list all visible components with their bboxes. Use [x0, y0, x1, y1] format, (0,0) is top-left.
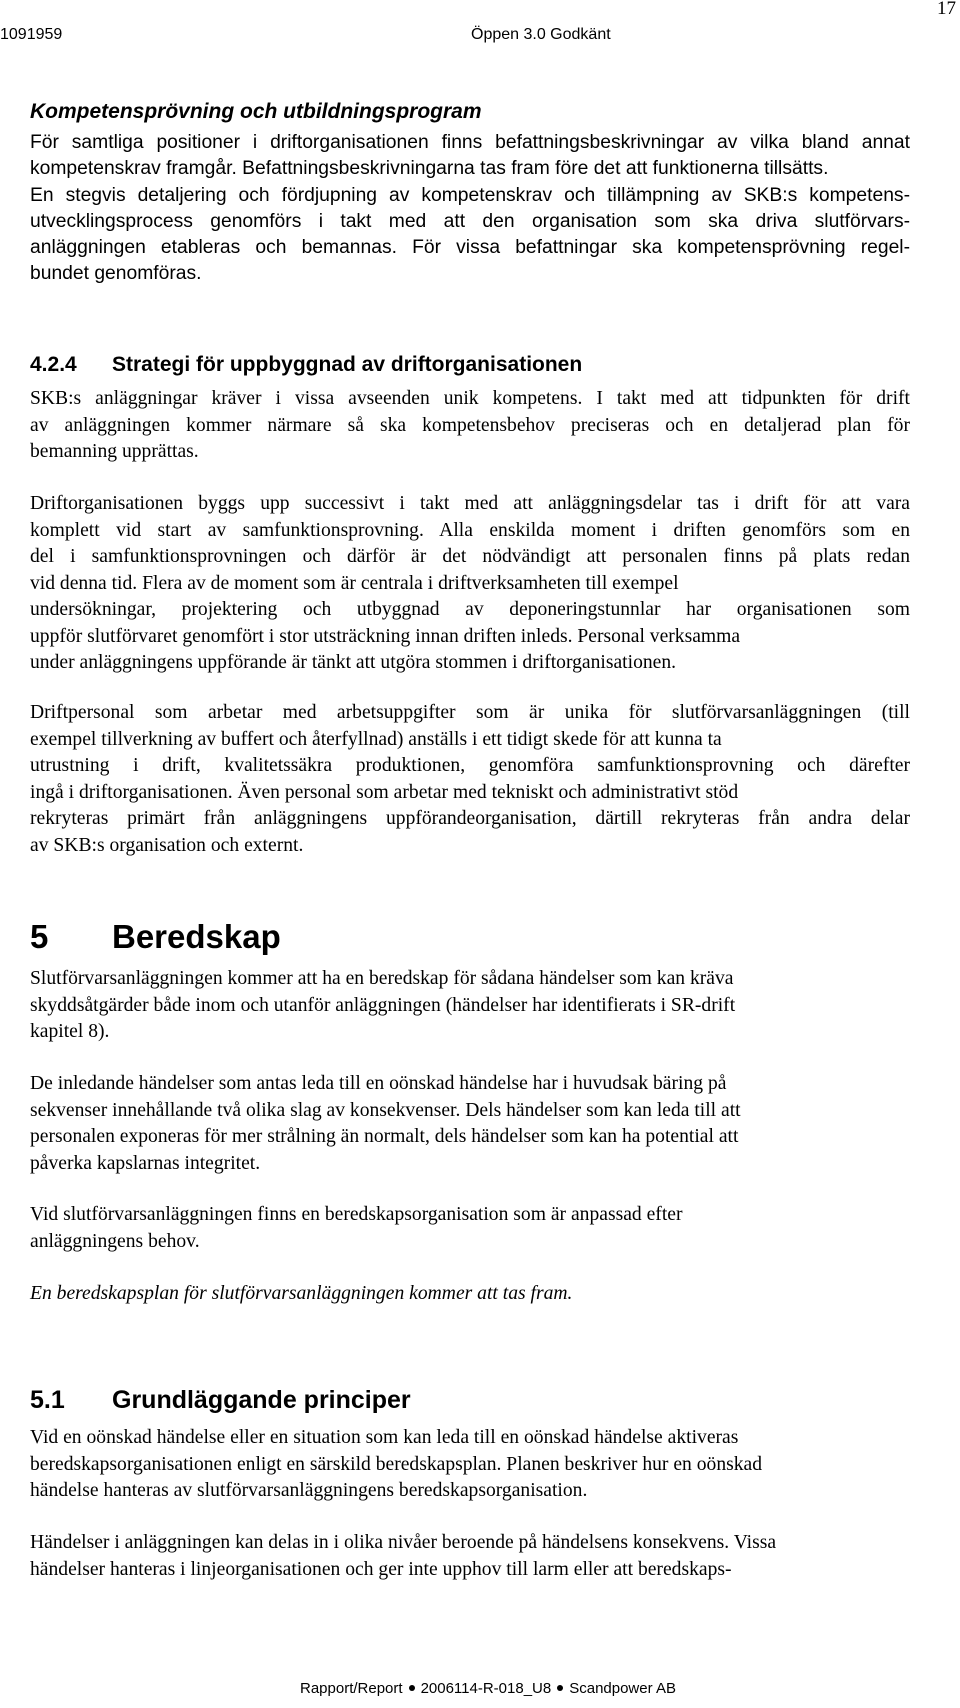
text-line: kompetenskrav framgår. Befattningsbeskrivningarna tas fram före det att funktionerna tillsätts. [30, 158, 829, 180]
text-line: händelse hanteras av slutförvarsanläggningens beredskapsorganisation. [30, 1480, 588, 1501]
text-line: Vid en oönskad händelse eller en situation som kan leda till en oönskad händelse aktiveras [30, 1427, 739, 1448]
text-line: Vid slutförvarsanläggningen finns en beredskapsorganisation som är anpassad efter [30, 1204, 683, 1225]
paragraph-kompetens [30, 130, 910, 288]
chapter-title: Beredskap [112, 918, 281, 955]
section-heading-5-1 [30, 1386, 411, 1415]
text-line: under anläggningens uppförande är tänkt att utgöra stommen i driftorganisationen. [30, 652, 677, 673]
text-line: beredskapsorganisationen enligt en särskild beredskapsplan. Planen beskriver hur en oönskad [30, 1453, 763, 1475]
text-line: Slutförvarsanläggningen kommer att ha en beredskap för sådana händelser som kan kräva [30, 968, 734, 989]
text-line: kapitel 8). [30, 1021, 110, 1042]
text-line: Driftorganisationen byggs upp successivt i takt med att anläggningsdelar tas i drift för att vara [30, 493, 910, 514]
text-line: av SKB:s organisation och externt. [30, 834, 304, 856]
text-line: ingå i driftorganisationen. Även personal som arbetar med tekniskt och administrativt stöd [30, 781, 739, 803]
text-line: påverka kapslarnas integritet. [30, 1152, 261, 1174]
section-heading-4-2-4 [30, 353, 582, 377]
paragraph [30, 491, 910, 677]
paragraph [30, 386, 910, 466]
italic-note [30, 1281, 910, 1308]
text-line: vid denna tid. Flera av de moment som är centrala i driftverksamheten till exempel [30, 572, 679, 594]
text-line: sekvenser innehållande två olika slag av konsekvenser. Dels händelser som kan leda till att [30, 1099, 741, 1121]
report-label: Rapport/Report [300, 1680, 403, 1697]
text-line: bundet genomföras. [30, 263, 202, 285]
text-line: utrustning i drift, kvalitetssäkra produktionen, genomföra samfunktionsprovning och därefter [30, 755, 910, 776]
doc-id: 1091959 [0, 26, 63, 43]
text-line: rekryteras primärt från anläggningens uppförandeorganisation, därtill rekryteras från andra delar [30, 808, 910, 829]
bullet-icon [557, 1685, 563, 1691]
text-line: utvecklingsprocess genomförs i takt med att den organisation som ska driva slutförvars- [30, 210, 910, 232]
text-line: För samtliga positioner i driftorganisationen finns befattningsbeskrivningar av vilka bland annat [30, 132, 910, 153]
paragraph [30, 1202, 910, 1255]
text-line: Driftpersonal som arbetar med arbetsuppgifter som är unika för slutförvarsanläggningen (till [30, 702, 910, 723]
text-line: undersökningar, projektering och utbyggnad av deponeringstunnlar har organisationen som [30, 599, 910, 620]
paragraph [30, 1530, 910, 1583]
text-line: komplett vid start av samfunktionsprovning. Alla enskilda moment i driften genomförs som en [30, 519, 910, 541]
paragraph [30, 966, 910, 1046]
text-line: anläggningen etableras och bemannas. För vissa befattningar ska kompetensprövning regel- [30, 237, 910, 259]
text-line: skyddsåtgärder både inom och utanför anläggningen (händelser har identifierats i SR-drift [30, 994, 736, 1016]
text-line: SKB:s anläggningar kräver i vissa avseenden unik kompetens. I takt med att tidpunkten för drift [30, 388, 910, 409]
paragraph [30, 1071, 910, 1177]
text-line: anläggningens behov. [30, 1230, 200, 1252]
text-line: De inledande händelser som antas leda till en oönskad händelse har i huvudsak bäring på [30, 1073, 727, 1094]
doc-status: Öppen 3.0 Godkänt [471, 26, 611, 43]
report-number: 2006114-R-018_U8 [420, 1680, 552, 1697]
page-footer [300, 1680, 960, 1697]
chapter-heading-5 [30, 918, 281, 956]
paragraph [30, 1425, 910, 1505]
company-name: Scandpower AB [569, 1680, 676, 1697]
text-line: En beredskapsplan för slutförvarsanläggningen kommer att tas fram. [30, 1283, 573, 1304]
text-line: av anläggningen kommer närmare så ska kompetensbehov preciseras och en detaljerad plan för [30, 414, 910, 436]
section-number: 5.1 [30, 1386, 65, 1414]
section-title: Grundläggande principer [112, 1386, 411, 1414]
paragraph [30, 700, 910, 859]
section-number: 4.2.4 [30, 353, 77, 376]
text-line: del i samfunktionsprovningen och därför är det nödvändigt att personalen finns på plats redan [30, 546, 910, 567]
section-title-kompetens: Kompetensprövning och utbildningsprogram [30, 100, 482, 123]
text-line: uppför slutförvaret genomfört i stor utsträckning innan driften inleds. Personal verksamma [30, 625, 741, 647]
text-line: En stegvis detaljering och fördjupning av kompetenskrav och tillämpning av SKB:s kompetens- [30, 184, 910, 206]
text-line: personalen exponeras för mer strålning än normalt, dels händelser som kan ha potential att [30, 1126, 739, 1147]
text-line: bemanning upprättas. [30, 441, 199, 462]
page-number: 17 [937, 0, 956, 19]
text-line: händelser hanteras i linjeorganisationen och ger inte upphov till larm eller att beredskaps- [30, 1558, 732, 1580]
text-line: Händelser i anläggningen kan delas in i olika nivåer beroende på händelsens konsekvens. Vissa [30, 1532, 777, 1553]
text-line: exempel tillverkning av buffert och återfyllnad) anställs i ett tidigt skede för att kunna ta [30, 728, 722, 750]
section-title: Strategi för uppbyggnad av driftorganisationen [112, 353, 583, 376]
chapter-number: 5 [30, 918, 49, 955]
bullet-icon [409, 1685, 415, 1691]
